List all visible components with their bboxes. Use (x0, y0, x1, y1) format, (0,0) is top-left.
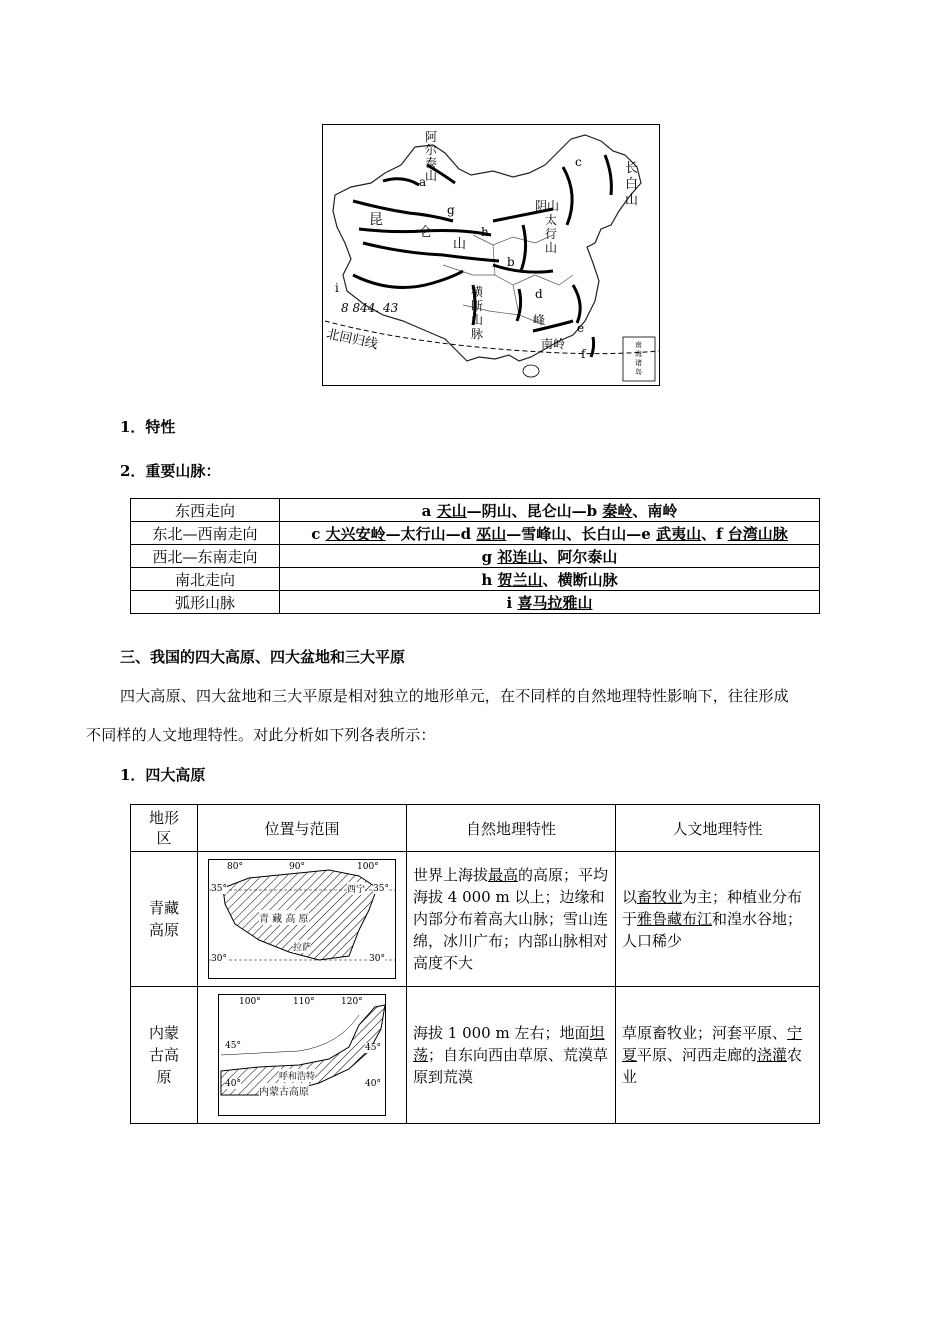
paragraph-line-2: 不同样的人文地理特性。对此分析如下列各表所示： (86, 726, 436, 744)
map-label-nanling: 南岭 (541, 337, 566, 351)
item-1-heading: 1．特性 (120, 418, 176, 436)
map-label-elevation: 8 844. 43 (341, 301, 399, 315)
item-2-heading: 2．重要山脉： (120, 462, 221, 480)
table-row (131, 568, 820, 591)
china-mountain-map (322, 124, 660, 386)
map-label-altai: 阿尔泰山 (425, 130, 438, 183)
direction-cell: 西北—东南走向 (131, 545, 280, 568)
map-label-feng: 峰 (533, 313, 546, 327)
table-row (131, 499, 820, 522)
plateau-table (130, 804, 820, 1124)
inner-mongolia-map: 100° 110° 120° 45° 45° 40° 40° 内蒙古高原 呼和浩特 (218, 994, 386, 1116)
map-label-a: a (419, 175, 427, 189)
map-label-tropic: 北回归线 (325, 326, 380, 353)
mountains-cell: a 天山—阴山、昆仑山—b 秦岭、南岭 (280, 499, 820, 522)
natural-features-cell: 海拔 1 000 m 左右；地面坦荡；自东向西由草原、荒漠草原到荒漠 (407, 987, 616, 1124)
landform-name-cell: 青藏高原 (131, 852, 198, 987)
map-label-hengduan: 横断山脉 (471, 285, 484, 341)
mountains-cell: h 贺兰山、横断山脉 (280, 568, 820, 591)
map-label-c: c (575, 155, 582, 169)
qinghai-tibet-map: 80° 90° 100° 35° 35° 30° 30° 青 藏 高 原 西宁 拉萨 (208, 859, 396, 979)
map-label-yinshan: 阴山 (535, 199, 560, 213)
mountains-cell: g 祁连山、阿尔泰山 (280, 545, 820, 568)
direction-cell: 南北走向 (131, 568, 280, 591)
human-features-cell: 草原畜牧业；河套平原、宁夏平原、河西走廊的浇灌农业 (616, 987, 820, 1124)
map-label-f: f (581, 347, 586, 361)
map-label-inset: 南海诸岛 (635, 341, 642, 376)
map-label-changbai: 长白山 (625, 161, 639, 208)
map-label-d: d (535, 287, 543, 301)
paragraph-line-1: 四大高原、四大盆地和三大平原是相对独立的地形单元，在不同样的自然地理特性影响下，往往形成 (120, 687, 789, 705)
map-label-kun: 昆 (369, 212, 383, 228)
map-label-g: g (447, 203, 455, 217)
table-row (131, 852, 820, 987)
table-row (131, 545, 820, 568)
map-label-shan: 山 (453, 237, 467, 252)
human-features-cell: 以畜牧业为主；种植业分布于雅鲁藏布江和湟水谷地；人口稀少 (616, 852, 820, 987)
location-map-cell (198, 852, 407, 987)
map-label-taihang: 太行山 (545, 213, 558, 255)
header-human: 人文地理特性 (616, 805, 820, 852)
table-header-row (131, 805, 820, 852)
table-row (131, 522, 820, 545)
landform-name-cell: 内蒙古高原 (131, 987, 198, 1124)
section-3-title: 三、我国的四大高原、四大盆地和三大平原 (120, 648, 406, 666)
header-landform: 地形区 (131, 805, 198, 852)
table-row (131, 987, 820, 1124)
sub-heading-plateaus: 1．四大高原 (120, 766, 206, 784)
table-row (131, 591, 820, 614)
map-label-lun: 仑 (419, 225, 433, 240)
mountains-cell: i 喜马拉雅山 (280, 591, 820, 614)
direction-cell: 东西走向 (131, 499, 280, 522)
natural-features-cell: 世界上海拔最高的高原；平均海拔 4 000 m 以上；边缘和内部分布着高大山脉；雪山连绵，冰川广布；内部山脉相对高度不大 (407, 852, 616, 987)
map-label-e: e (577, 321, 585, 335)
map-label-i: i (335, 281, 339, 295)
direction-cell: 东北—西南走向 (131, 522, 280, 545)
header-location: 位置与范围 (198, 805, 407, 852)
mountain-table (130, 498, 820, 614)
map-label-h: h (481, 225, 489, 239)
location-map-cell (198, 987, 407, 1124)
mountains-cell: c 大兴安岭—太行山—d 巫山—雪峰山、长白山—e 武夷山、f 台湾山脉 (280, 522, 820, 545)
direction-cell: 弧形山脉 (131, 591, 280, 614)
map-label-b: b (507, 255, 515, 269)
header-natural: 自然地理特性 (407, 805, 616, 852)
